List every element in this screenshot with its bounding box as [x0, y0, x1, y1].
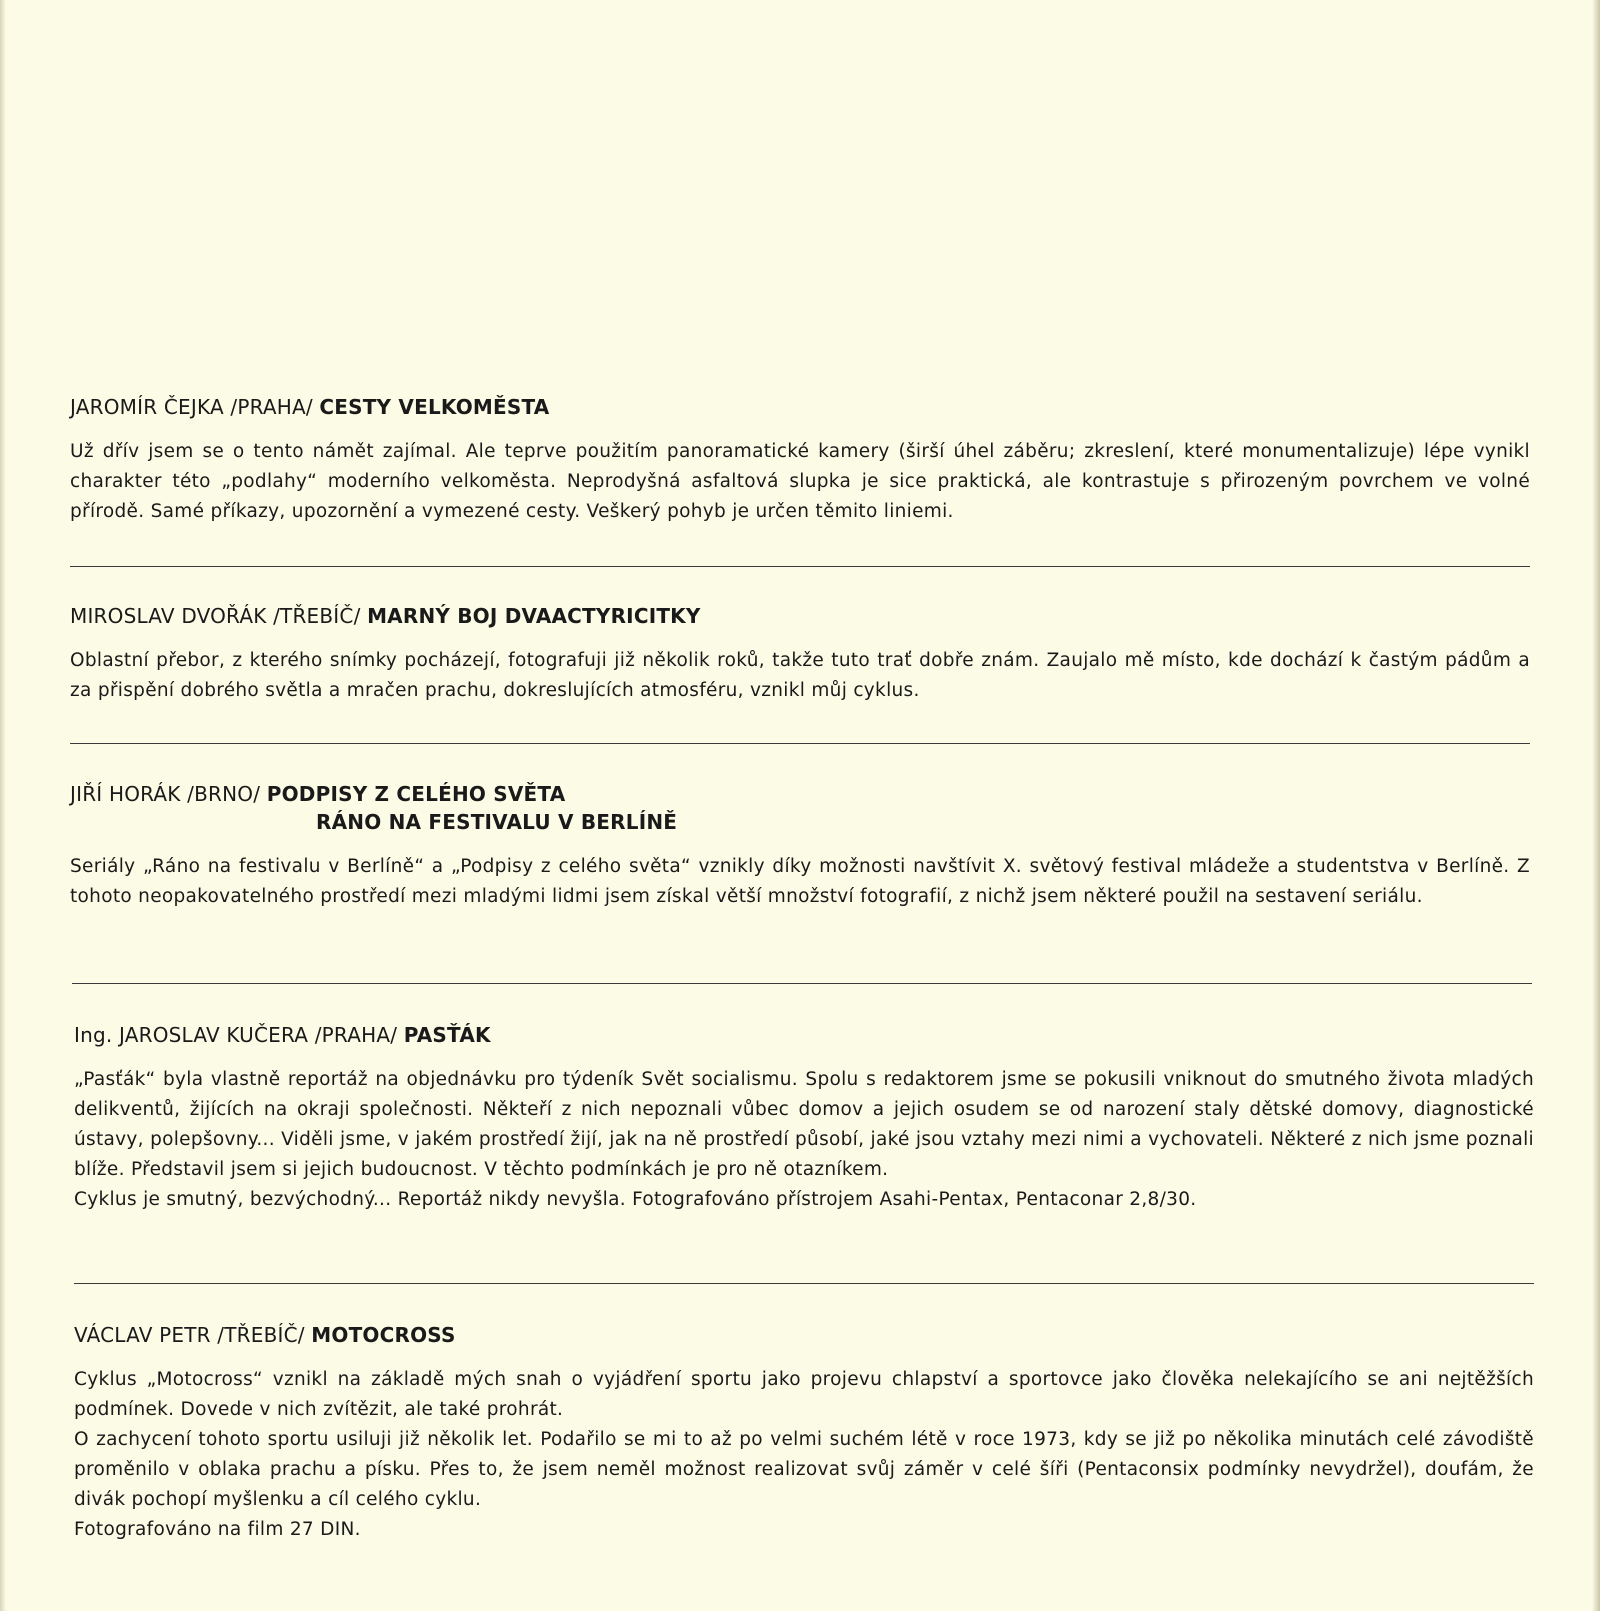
entry-heading — [70, 393, 1530, 421]
entry-heading — [74, 1021, 1534, 1049]
entry-paragraph: Cyklus „Motocross“ vznikl na základě mých snah o vyjádření sportu jako projevu chlapství a sportovce jako člověka nelekajícího se ani nejtěžších podmínek. Dovede v nich zvítězit, ale také prohrát. — [74, 1369, 1534, 1420]
entry-paragraph: Fotografováno na film 27 DIN. — [74, 1519, 361, 1540]
divider-line — [74, 1283, 1534, 1284]
entry-author: JAROMÍR ČEJKA /PRAHA/ — [70, 395, 313, 419]
divider-line — [70, 566, 1530, 567]
entry-horak — [70, 780, 1530, 912]
entry-paragraph: Seriály „Ráno na festivalu v Berlíně“ a „Podpisy z celého světa“ vznikly díky možnosti navštívit X. světový festival mládeže a studentstva v Berlíně. Z tohoto neopakovatelného prostředí mezi mladými lidmi jsem získal větší množství fotografií, z nichž jsem některé použil na sestavení seriálu. — [70, 856, 1530, 907]
entry-title: PODPISY Z CELÉHO SVĚTA — [266, 782, 566, 806]
entry-paragraph: „Pasťák“ byla vlastně reportáž na objednávku pro týdeník Svět socialismu. Spolu s redaktorem jsme se pokusili vniknout do smutného života mladých delikventů, žijících na okraji společnosti. Někteří z nich nepoznali vůbec domov a jejich osudem se od narození staly dětské domovy, diagnostické ústavy, polepšovny... Viděli jsme, v jakém prostředí žijí, jak na ně prostředí působí, jaké jsou vztahy mezi nimi a vychovateli. Některé z nich jsme poznali blíže. Představil jsem si jejich budoucnost. V těchto podmínkách je pro ně otazníkem. — [74, 1069, 1534, 1180]
page-edge-left — [0, 0, 6, 1611]
entry-title: PASŤÁK — [403, 1023, 491, 1047]
entry-paragraph: Cyklus je smutný, bezvýchodný... Reportáž nikdy nevyšla. Fotografováno přístrojem Asahi-Pentax, Pentaconar 2,8/30. — [74, 1189, 1197, 1210]
entry-body — [70, 852, 1530, 912]
entry-body — [74, 1065, 1534, 1215]
entry-cejka — [70, 393, 1530, 527]
entry-paragraph: Oblastní přebor, z kterého snímky pocházejí, fotografuji již několik roků, takže tuto trať dobře znám. Zaujalo mě místo, kde dochází k častým pádům a za přispění dobrého světla a mračen prachu, dokreslujících atmosféru, vznikl můj cyklus. — [70, 650, 1530, 701]
entry-kucera — [74, 1021, 1534, 1215]
entry-dvorak — [70, 602, 1530, 706]
entry-paragraph: O zachycení tohoto sportu usiluji již několik let. Podařilo se mi to až po velmi suchém létě v roce 1973, kdy se již po několika minutách celé závodiště proměnilo v oblaka prachu a písku. Přes to, že jsem neměl možnost realizovat svůj záměr v celé šíři (Pentaconsix podmínky nevydržel), doufám, že divák pochopí myšlenku a cíl celého cyklu. — [74, 1429, 1534, 1510]
entry-title: MOTOCROSS — [311, 1323, 456, 1347]
entry-author: JIŘÍ HORÁK /BRNO/ — [70, 782, 261, 806]
divider-line — [70, 743, 1530, 744]
entry-heading — [70, 780, 1530, 836]
entry-title-second: RÁNO NA FESTIVALU V BERLÍNĚ — [316, 810, 678, 834]
entry-body — [70, 646, 1530, 706]
entry-author: Ing. JAROSLAV KUČERA /PRAHA/ — [74, 1023, 398, 1047]
entry-heading — [70, 602, 1530, 630]
entry-paragraph: Už dřív jsem se o tento námět zajímal. Ale teprve použitím panoramatické kamery (širší úhel záběru; zkreslení, které monumentalizuje) lépe vynikl charakter této „podlahy“ moderního velkoměsta. Neprodyšná asfaltová slupka je sice praktická, ale kontrastuje s přirozeným povrchem ve volné přírodě. Samé příkazy, upozornění a vymezené cesty. Veškerý pohyb je určen těmito liniemi. — [70, 441, 1530, 522]
entry-body — [74, 1365, 1534, 1545]
page-edge-right — [1592, 0, 1600, 1611]
entry-body — [70, 437, 1530, 527]
entry-author: MIROSLAV DVOŘÁK /TŘEBÍČ/ — [70, 604, 361, 628]
entry-heading — [74, 1321, 1534, 1349]
entry-petr — [74, 1321, 1534, 1545]
entry-title: CESTY VELKOMĚSTA — [319, 395, 550, 419]
entry-author: VÁCLAV PETR /TŘEBÍČ/ — [74, 1323, 305, 1347]
entry-title: MARNÝ BOJ DVAACTYRICITKY — [367, 604, 701, 628]
divider-line — [72, 983, 1532, 984]
